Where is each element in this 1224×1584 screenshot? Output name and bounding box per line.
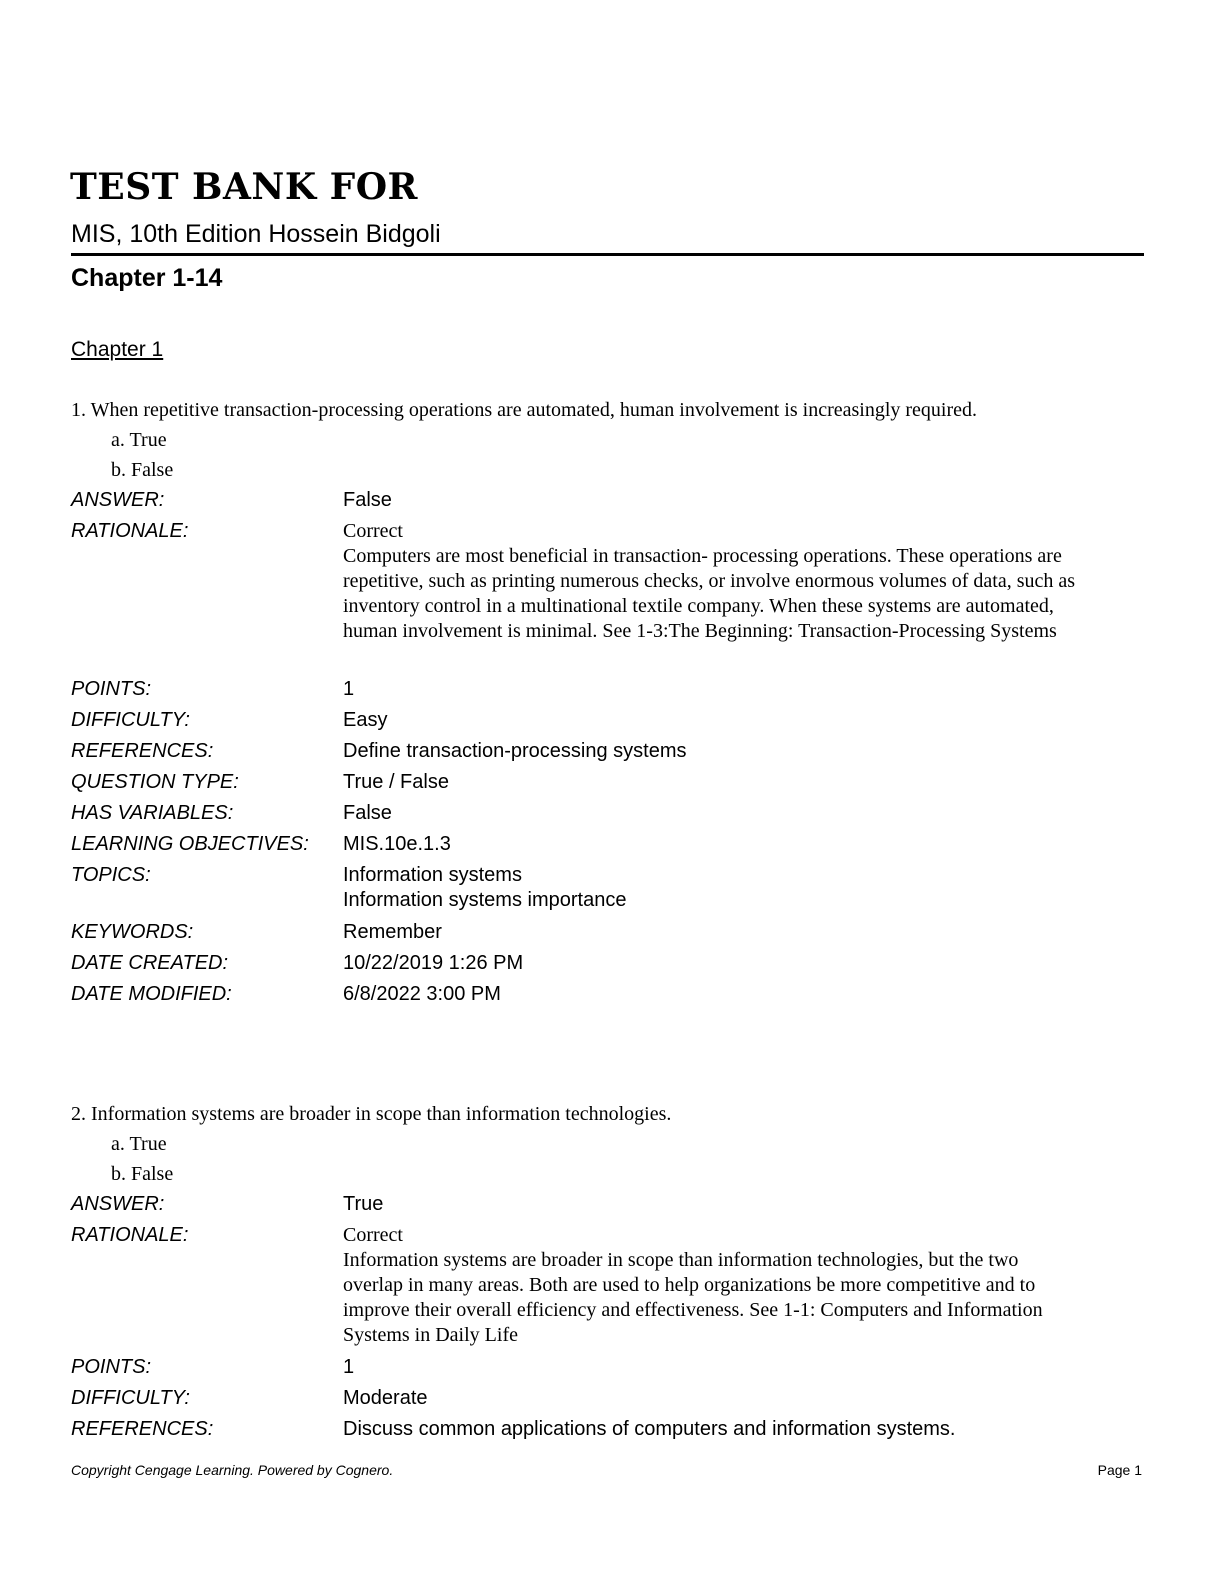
answer-value: True	[343, 1193, 384, 1215]
topics-label: TOPICS:	[71, 864, 151, 886]
answer-option-a: a. True	[111, 429, 167, 451]
references-label: REFERENCES:	[71, 1418, 214, 1440]
question-2	[71, 1099, 1151, 1445]
learning-objectives-row	[71, 829, 1151, 860]
has-variables-value: False	[343, 802, 392, 824]
difficulty-value: Easy	[343, 709, 388, 731]
question-type-label: QUESTION TYPE:	[71, 771, 239, 793]
question-stem: 1. When repetitive transaction-processing operations are automated, human involvement is increasingly required.	[71, 399, 978, 421]
rationale-line: Systems in Daily Life	[343, 1324, 518, 1346]
answer-option-a: a. True	[111, 1133, 167, 1155]
rationale-line: repetitive, such as printing numerous checks, or involve enormous volumes of data, such as	[343, 570, 1076, 592]
rationale-line: Computers are most beneficial in transaction- processing operations. These operations are	[343, 545, 1062, 567]
difficulty-label: DIFFICULTY:	[71, 1387, 190, 1409]
topics-value	[343, 860, 626, 917]
rationale-row	[71, 516, 1151, 674]
date-modified-row	[71, 979, 1151, 1010]
date-created-label: DATE CREATED:	[71, 952, 229, 974]
answer-row	[71, 1189, 1151, 1220]
keywords-label: KEYWORDS:	[71, 921, 194, 943]
answer-value: False	[343, 489, 392, 511]
chapter-range-heading: Chapter 1-14	[71, 264, 223, 292]
question-stem: 2. Information systems are broader in scope than information technologies.	[71, 1103, 672, 1125]
date-created-row	[71, 948, 1151, 979]
keywords-row	[71, 917, 1151, 948]
difficulty-row	[71, 1383, 1151, 1414]
document-subtitle: MIS, 10th Edition Hossein Bidgoli	[71, 220, 441, 248]
points-value: 1	[343, 678, 355, 700]
date-created-value: 10/22/2019 1:26 PM	[343, 952, 524, 974]
difficulty-label: DIFFICULTY:	[71, 709, 190, 731]
footer-copyright: Copyright Cengage Learning. Powered by Cognero.	[71, 1462, 394, 1478]
answer-row	[71, 485, 1151, 516]
date-modified-label: DATE MODIFIED:	[71, 983, 232, 1005]
rationale-label: RATIONALE:	[71, 520, 189, 542]
points-row	[71, 674, 1151, 705]
topic-item: Information systems	[343, 864, 522, 886]
rationale-line: human involvement is minimal. See 1-3:The Beginning: Transaction-Processing Systems	[343, 620, 1057, 642]
answer-option-b: b. False	[111, 1163, 174, 1185]
has-variables-row	[71, 798, 1151, 829]
references-row	[71, 736, 1151, 767]
footer-page-number: Page 1	[1097, 1462, 1142, 1478]
question-type-value: True / False	[343, 771, 449, 793]
rationale-line: improve their overall efficiency and effectiveness. See 1-1: Computers and Information	[343, 1299, 1043, 1321]
question-1	[71, 395, 1151, 1010]
references-label: REFERENCES:	[71, 740, 214, 762]
rationale-line: Information systems are broader in scope than information technologies, but the two	[343, 1249, 1019, 1271]
has-variables-label: HAS VARIABLES:	[71, 802, 234, 824]
references-value: Define transaction-processing systems	[343, 740, 687, 762]
points-label: POINTS:	[71, 1356, 152, 1378]
difficulty-value: Moderate	[343, 1387, 428, 1409]
rationale-text	[343, 1220, 1043, 1352]
header-divider	[71, 253, 1144, 256]
points-label: POINTS:	[71, 678, 152, 700]
points-value: 1	[343, 1356, 355, 1378]
points-row	[71, 1352, 1151, 1383]
date-modified-value: 6/8/2022 3:00 PM	[343, 983, 501, 1005]
rationale-line: inventory control in a multinational textile company. When these systems are automated,	[343, 595, 1054, 617]
learning-objectives-value: MIS.10e.1.3	[343, 833, 451, 855]
rationale-row	[71, 1220, 1151, 1352]
document-banner: TEST BANK FOR	[70, 166, 418, 208]
answer-label: ANSWER:	[71, 489, 165, 511]
answer-option-b: b. False	[111, 459, 174, 481]
topic-item: Information systems importance	[343, 889, 627, 911]
answer-label: ANSWER:	[71, 1193, 165, 1215]
chapter-1-link[interactable]: Chapter 1	[71, 338, 164, 361]
keywords-value: Remember	[343, 921, 442, 943]
rationale-text	[343, 516, 1075, 674]
learning-objectives-label: LEARNING OBJECTIVES:	[71, 833, 309, 855]
rationale-line: overlap in many areas. Both are used to help organizations be more competitive and to	[343, 1274, 1036, 1296]
rationale-label: RATIONALE:	[71, 1224, 189, 1246]
topics-row	[71, 860, 1151, 917]
difficulty-row	[71, 705, 1151, 736]
references-row	[71, 1414, 1151, 1445]
question-type-row	[71, 767, 1151, 798]
rationale-line: Correct	[343, 520, 403, 542]
references-value: Discuss common applications of computers and information systems.	[343, 1418, 956, 1440]
rationale-line: Correct	[343, 1224, 403, 1246]
